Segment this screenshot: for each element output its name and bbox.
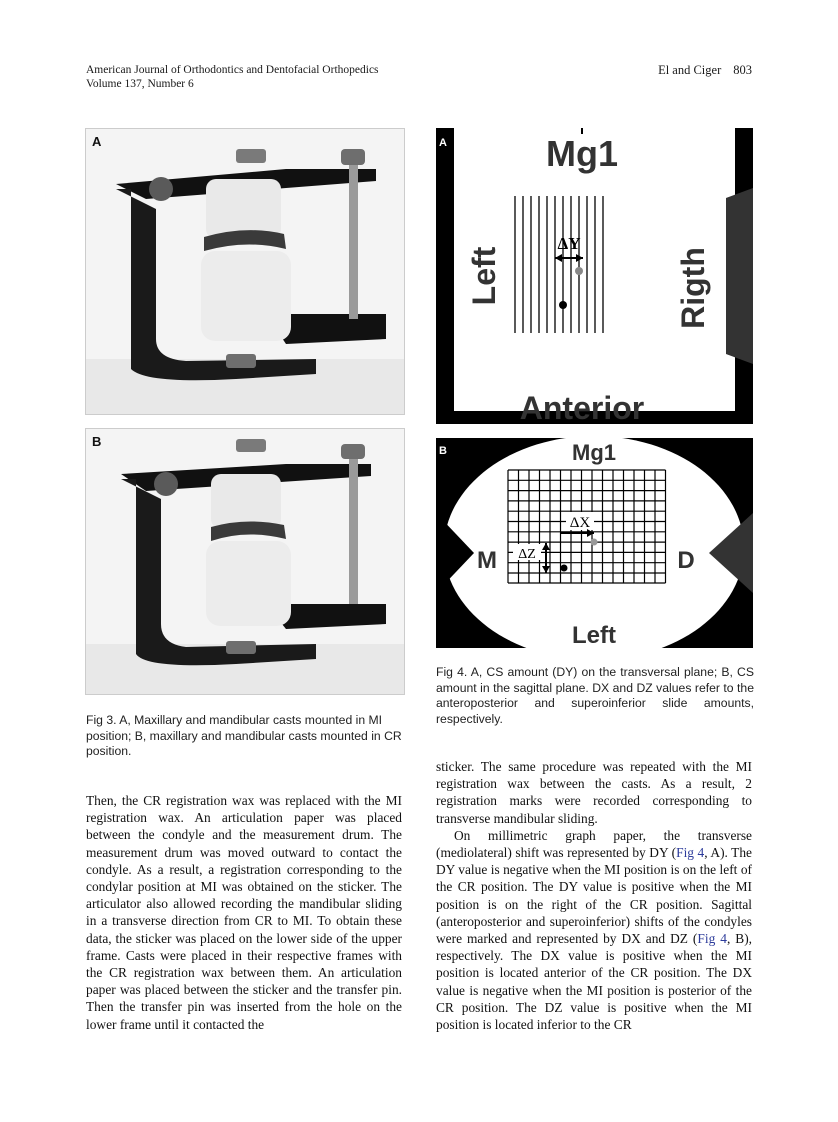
fig4a-left-text: Left <box>466 246 502 306</box>
text-run: , A). The DY value is negative when the MI position is on the left of the CR position. The DY value is positive when the MI position is on the right of the CR position. Sagittal (anteroposterior and superoinferior) shifts of the condyles were marked and represented by DX and DZ ( <box>436 845 752 947</box>
articulator-illustration-b <box>86 429 404 694</box>
fig4-reference-link[interactable]: Fig 4 <box>676 845 705 861</box>
fig4-reference-link[interactable]: Fig 4 <box>697 931 727 947</box>
fig3a-label: A <box>92 134 102 149</box>
fig4b-right-text: D <box>677 547 695 574</box>
fig4a-panel <box>436 128 753 424</box>
body-right-column <box>436 758 752 1033</box>
body-paragraph-2 <box>436 827 752 1033</box>
body-paragraph-1: sticker. The same procedure was repeated with the MI registration wax between the casts. As a result, 2 registration marks were recorded corresponding to transverse mandibular sliding. <box>436 759 752 826</box>
fig4b-delta-z: ΔZ <box>518 547 536 562</box>
text-run: On millimetric graph paper, the transverse (mediolateral) shift was represented by DY ( <box>436 827 752 861</box>
fig3-caption: Fig 3. A, Maxillary and mandibular casts mounted in MI position; B, maxillary and mandibular casts mounted in CR position. <box>86 713 402 758</box>
fig4b-diagram <box>436 438 753 648</box>
fig4b-bottom-text: Left <box>572 622 616 648</box>
page-number: 803 <box>733 63 752 77</box>
fig4a-label: A <box>439 137 447 149</box>
articulator-illustration <box>86 129 404 414</box>
fig4b-panel <box>436 438 753 648</box>
header-right <box>658 63 752 78</box>
fig3a-photo <box>85 128 405 415</box>
fig3b-photo <box>85 428 405 695</box>
fig4a-top-text: Mg1 <box>546 133 618 174</box>
fig4-caption: Fig 4. A, CS amount (DY) on the transversal plane; B, CS amount in the sagittal plane. DX and DZ values refer to the anteroposterior and superoinferior slide amounts, respectively. <box>436 665 754 726</box>
header-authors: El and Ciger <box>658 63 722 77</box>
journal-volume: Volume 137, Number 6 <box>86 78 194 90</box>
fig4b-label: B <box>439 445 447 457</box>
journal-title: American Journal of Orthodontics and Dentofacial Orthopedics <box>86 64 379 76</box>
fig4a-diagram <box>436 128 753 424</box>
fig4a-delta-y: ΔY <box>557 234 581 253</box>
fig3b-label: B <box>92 434 102 449</box>
running-header <box>86 63 379 91</box>
text-run: , B), respectively. The DX value is positive when the MI position is located anterior of the CR position. The DX value is negative when the MI position is posterior of the CR position. The DZ value is positive when the MI position is located inferior to the CR <box>436 931 753 1033</box>
fig4b-left-text: M <box>477 547 497 574</box>
body-left-column <box>86 792 402 1033</box>
fig4b-top-text: Mg1 <box>572 440 616 465</box>
fig4a-bottom-text: Anterior <box>519 390 645 424</box>
fig4b-delta-x: ΔX <box>569 515 591 531</box>
fig4a-right-text: Rigth <box>675 247 711 329</box>
body-paragraph: Then, the CR registration wax was replaced with the MI registration wax. An articulation paper was placed between the condyle and the measurement drum. The measurement drum was moved outward to contact the condyle. As a result, a registration corresponding to the condylar position at MI was obtained on the sticker. The articulator also allowed recording the mandibular sliding in a transverse direction from CR to MI. To obtain these data, the sticker was placed on the lower side of the upper frame. Casts were placed in their respective frames with the CR registration wax between them. An articulation paper was placed between the sticker and the transfer pin. Then the transfer pin was inserted from the hole on the lower frame until it contacted the <box>86 793 402 1032</box>
